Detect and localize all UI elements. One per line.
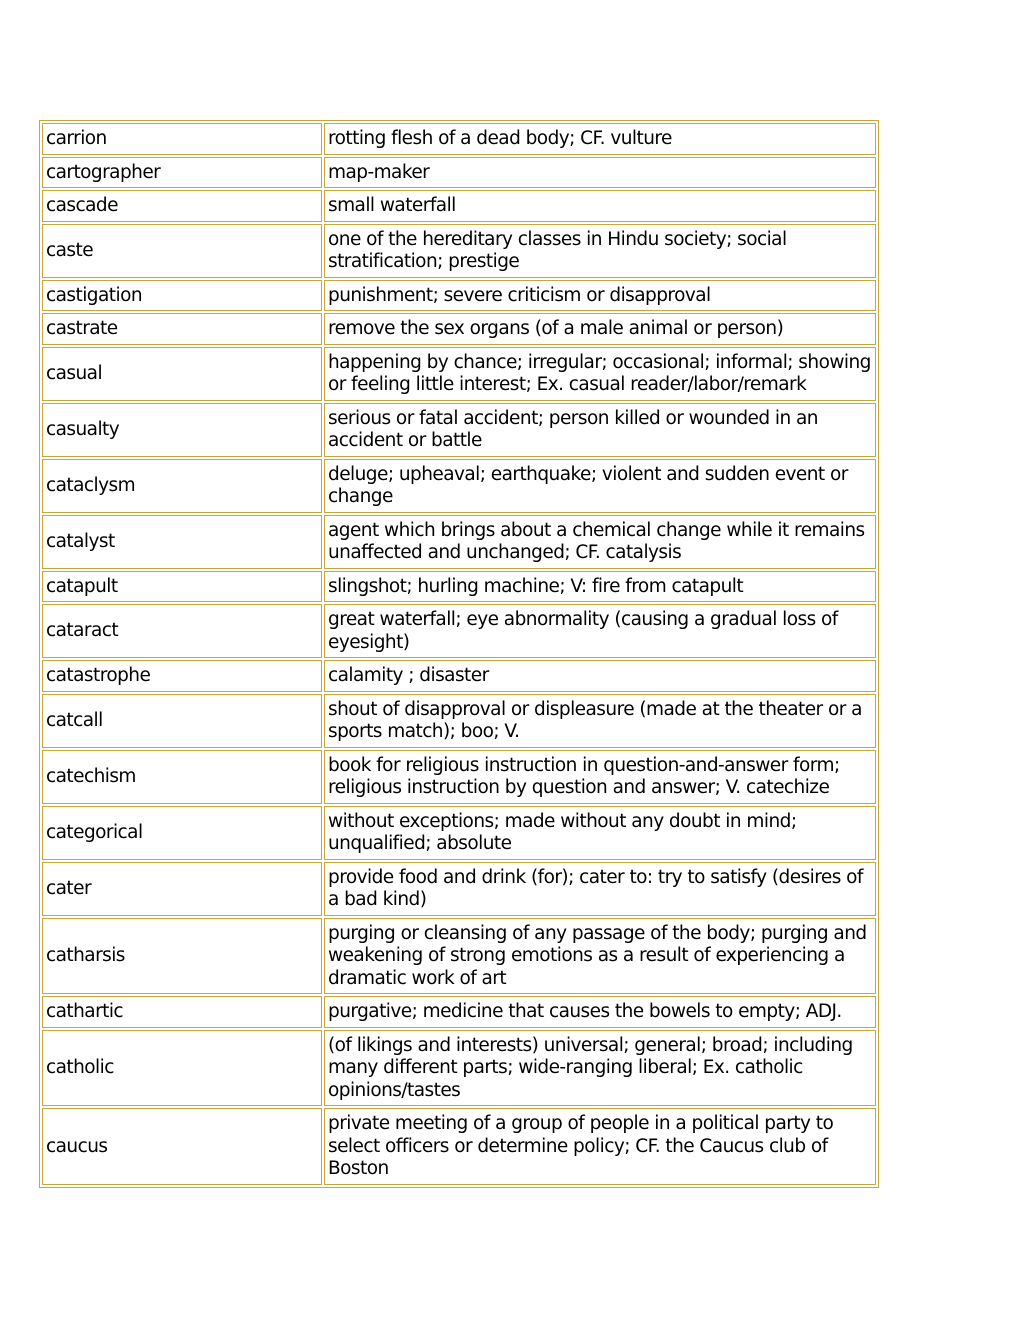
definition-cell: calamity ; disaster [324, 660, 876, 692]
term-cell: catastrophe [42, 660, 322, 692]
definition-cell: remove the sex organs (of a male animal or person) [324, 313, 876, 345]
term-cell: cathartic [42, 996, 322, 1028]
definition-cell: happening by chance; irregular; occasional; informal; showing or feeling little interest; Ex. casual reader/labor/remark [324, 347, 876, 401]
vocabulary-table [39, 120, 879, 1188]
term-cell: catholic [42, 1030, 322, 1107]
term-cell: categorical [42, 806, 322, 860]
table-row [42, 1030, 876, 1107]
term-cell: catharsis [42, 918, 322, 995]
table-row [42, 224, 876, 278]
definition-cell: serious or fatal accident; person killed or wounded in an accident or battle [324, 403, 876, 457]
term-cell: cartographer [42, 157, 322, 189]
term-cell: casualty [42, 403, 322, 457]
definition-cell: (of likings and interests) universal; general; broad; including many different parts; wide-ranging liberal; Ex. catholic opinions/tastes [324, 1030, 876, 1107]
vocabulary-table-body [42, 123, 876, 1185]
definition-cell: deluge; upheaval; earthquake; violent and sudden event or change [324, 459, 876, 513]
definition-cell: book for religious instruction in question-and-answer form; religious instruction by question and answer; V. catechize [324, 750, 876, 804]
table-row [42, 694, 876, 748]
table-row [42, 918, 876, 995]
definition-cell: great waterfall; eye abnormality (causing a gradual loss of eyesight) [324, 604, 876, 658]
definition-cell: map-maker [324, 157, 876, 189]
term-cell: catapult [42, 571, 322, 603]
table-row [42, 996, 876, 1028]
definition-cell: punishment; severe criticism or disapproval [324, 280, 876, 312]
table-row [42, 459, 876, 513]
definition-cell: small waterfall [324, 190, 876, 222]
term-cell: casual [42, 347, 322, 401]
table-row [42, 123, 876, 155]
table-row [42, 862, 876, 916]
definition-cell: agent which brings about a chemical change while it remains unaffected and unchanged; CF. catalysis [324, 515, 876, 569]
term-cell: catechism [42, 750, 322, 804]
term-cell: cater [42, 862, 322, 916]
definition-cell: purging or cleansing of any passage of the body; purging and weakening of strong emotions as a result of experiencing a dramatic work of art [324, 918, 876, 995]
term-cell: castigation [42, 280, 322, 312]
table-row [42, 347, 876, 401]
term-cell: cataract [42, 604, 322, 658]
table-row [42, 403, 876, 457]
table-row [42, 571, 876, 603]
table-row [42, 515, 876, 569]
definition-cell: one of the hereditary classes in Hindu society; social stratification; prestige [324, 224, 876, 278]
table-row [42, 280, 876, 312]
term-cell: catalyst [42, 515, 322, 569]
definition-cell: rotting flesh of a dead body; CF. vulture [324, 123, 876, 155]
table-row [42, 604, 876, 658]
term-cell: caucus [42, 1108, 322, 1185]
table-row [42, 660, 876, 692]
definition-cell: provide food and drink (for); cater to: try to satisfy (desires of a bad kind) [324, 862, 876, 916]
table-row [42, 157, 876, 189]
term-cell: cataclysm [42, 459, 322, 513]
term-cell: catcall [42, 694, 322, 748]
definition-cell: purgative; medicine that causes the bowels to empty; ADJ. [324, 996, 876, 1028]
term-cell: cascade [42, 190, 322, 222]
table-row [42, 313, 876, 345]
definition-cell: shout of disapproval or displeasure (made at the theater or a sports match); boo; V. [324, 694, 876, 748]
term-cell: caste [42, 224, 322, 278]
table-row [42, 190, 876, 222]
term-cell: carrion [42, 123, 322, 155]
definition-cell: private meeting of a group of people in a political party to select officers or determine policy; CF. the Caucus club of Boston [324, 1108, 876, 1185]
definition-cell: slingshot; hurling machine; V: fire from catapult [324, 571, 876, 603]
term-cell: castrate [42, 313, 322, 345]
table-row [42, 750, 876, 804]
table-row [42, 1108, 876, 1185]
definition-cell: without exceptions; made without any doubt in mind; unqualified; absolute [324, 806, 876, 860]
table-row [42, 806, 876, 860]
